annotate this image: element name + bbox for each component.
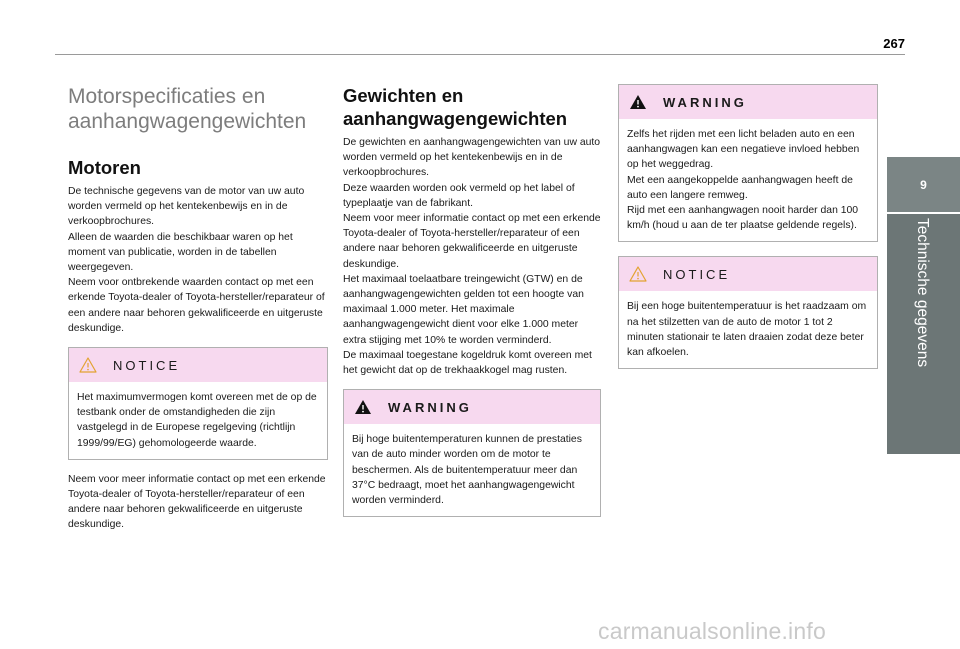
warning-text: Bij hoge buitentemperaturen kunnen de prestaties van de auto minder worden om de motor te beschermen. Als de buitentemperatuur meer dan 37°C bedraagt, moet het aanhangwagengewicht worden verminderd. (352, 434, 582, 507)
warning-triangle-icon (354, 399, 372, 415)
chapter-title-tab[interactable] (887, 214, 960, 454)
warning-label: WARNING (388, 399, 472, 415)
paragraph: Alleen de waarden die beschikbaar waren op het moment van publicatie, worden in de tabellen weergegeven. (68, 231, 293, 274)
heading-gewichten: Gewichten en aanhangwagengewichten (343, 85, 568, 129)
chapter-number-tab[interactable]: 9 (887, 157, 960, 212)
section-title: Motorspecificaties en aanhangwagengewichten (68, 85, 307, 133)
warning-body (619, 119, 877, 241)
column-engines (68, 84, 328, 533)
warning-line: Met een aangekoppelde aanhangwagen heeft de auto een langere remweg. (627, 174, 853, 201)
warning-header (344, 390, 600, 424)
column-weights (343, 84, 601, 517)
paragraph: Neem voor ontbrekende waarden contact op met een erkende Toyota-dealer of Toyota-hersteller/reparateur of een andere naar behoren gekwalificeerde en uitgeruste deskundige. (68, 277, 325, 334)
heading-motoren: Motoren (68, 157, 141, 178)
header-divider (55, 54, 905, 55)
warning-header (619, 85, 877, 119)
notice-label: NOTICE (663, 266, 731, 282)
notice-label: NOTICE (113, 357, 181, 373)
paragraph: De gewichten en aanhangwagengewichten van uw auto worden vermeld op het kentekenbewijs en in de verkoopbrochures. (343, 137, 601, 179)
notice-box (618, 256, 878, 369)
paragraph: De maximaal toegestane kogeldruk komt overeen met het gewicht dat op de trekhaakkogel mag rusten. (343, 349, 592, 377)
notice-box (68, 347, 328, 460)
warning-box (343, 389, 601, 517)
notice-text: Het maximumvermogen komt overeen met de op de testbank onder de omstandigheden die zijn vastgelegd in de Europese regelgeving (richtlijn 1999/99/EG) gehomologeerde waarde. (77, 392, 317, 449)
paragraph: Neem voor meer informatie contact op met een erkende Toyota-dealer of Toyota-hersteller/reparateur of een andere naar behoren gekwalificeerde en uitgeruste deskundige. (68, 473, 326, 531)
notice-header (619, 257, 877, 291)
paragraph: Deze waarden worden ook vermeld op het label of typeplaatje van de fabrikant. (343, 182, 575, 209)
column-callouts (618, 84, 878, 369)
watermark: carmanualsonline.info (598, 618, 826, 644)
warning-triangle-icon (79, 357, 97, 373)
warning-label: WARNING (663, 94, 747, 110)
notice-text: Bij een hoge buitentemperatuur is het raadzaam om na het stilzetten van de auto de motor 1 tot 2 minuten stationair te laten draaien zodat deze beter kan afkoelen. (627, 301, 867, 359)
warning-line: Zelfs het rijden met een licht beladen auto en een aanhangwagen kan een negatieve invloed hebben op het weggedrag. (627, 129, 860, 171)
page-number: 267 (883, 36, 905, 51)
warning-triangle-icon (629, 94, 647, 110)
paragraph: Neem voor meer informatie contact op met een erkende Toyota-dealer of Toyota-hersteller/reparateur of een andere naar behoren gekwalificeerde en uitgeruste deskundige. (343, 213, 601, 270)
chapter-title: Technische gegevens (914, 218, 931, 368)
paragraph: De technische gegevens van de motor van uw auto worden vermeld op het kentekenbewijs en in de verkoopbrochures. (68, 186, 305, 228)
warning-triangle-icon (629, 266, 647, 282)
paragraph: Het maximaal toelaatbare treingewicht (GTW) en de aanhangwagengewichten gelden tot een hoogte van maximaal 1.000 meter. Het maximale aanhangwagengewicht dient voor elke 1.000 meter extra stijging met 10% te worden verminderd. (343, 273, 584, 346)
warning-line: Rijd met een aanhangwagen nooit harder dan 100 km/h (houd u aan de ter plaatse geldende regels). (627, 205, 859, 232)
warning-box (618, 84, 878, 242)
notice-header (69, 348, 327, 382)
